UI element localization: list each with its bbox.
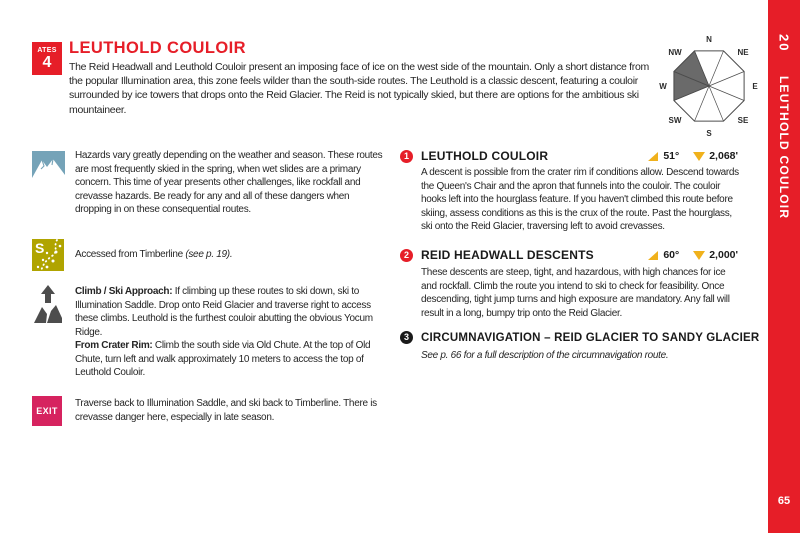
mountain-hazard-icon (32, 151, 65, 178)
climb-approach-label: Climb / Ski Approach: (75, 286, 173, 297)
vertical-drop-icon (693, 151, 705, 162)
ates-label: ATES (37, 47, 57, 54)
route-2-description: These descents are steep, tight, and hazardous, with high chances for ice and rockfall. Climb the route you intend to ski to check for feasibility. Once descending, tight jump turns and high exposure are mandatory. Any fall will result in a long, bumpy trip onto the Reid Glacier. (421, 267, 730, 319)
route-2-header (400, 248, 738, 262)
route-3-title: CIRCUMNAVIGATION – REID GLACIER TO SANDY GLACIER (421, 331, 760, 344)
route-3-number-badge: 3 (400, 331, 413, 344)
route-1-stats (647, 150, 738, 162)
route-1-slope-angle: 51° (663, 150, 680, 162)
ski-access-icon-letter: S (35, 240, 45, 256)
slope-angle-icon (647, 151, 659, 162)
access-text (75, 248, 387, 262)
route-3-note: See p. 66 for a full description of the circumnavigation route. (421, 350, 669, 361)
route-3-header (400, 331, 760, 344)
page-number: 65 (777, 495, 791, 507)
route-1-vertical-drop: 2,068' (709, 150, 738, 162)
crater-rim-body: Climb the south side via Old Chute. At the top of Old Chute, turn left and walk approximately 10 meters to access the top of Leuthold Couloir. (75, 340, 371, 378)
route-2-number-badge: 2 (400, 249, 413, 262)
climb-approach-icon (34, 285, 62, 323)
crater-rim-label: From Crater Rim: (75, 340, 153, 351)
chapter-tab (768, 0, 800, 533)
route-2-title: REID HEADWALL DESCENTS (421, 248, 594, 262)
route-2-stats (647, 249, 738, 261)
chapter-title: LEUTHOLD COULOIR (777, 76, 791, 220)
route-1-title: LEUTHOLD COULOIR (421, 149, 549, 163)
hazards-text: Hazards vary greatly depending on the weather and season. These routes are most frequently skied in the spring, when wet slides are a primary concern. This time of year presents other challenges, like rockfall and crevasse hazards. Be ready for any and all of these dangers when dropping in on these consequential routes. (75, 150, 383, 215)
page-title: LEUTHOLD COULOIR (69, 39, 246, 57)
compass-rose (657, 32, 761, 142)
vertical-drop-icon (693, 250, 705, 261)
intro-paragraph: The Reid Headwall and Leuthold Couloir present an imposing face of ice on the west side of the mountain. Only a short distance from the popular Illumination area, this zone feels wilder than the south-side routes. The Leuthold is a classic descent, featuring a couloir surrounded by ice towers that drops onto the Reid Glacier. The Reid is not typically skied, but there are options for the ambitious ski mountaineer. (69, 61, 649, 116)
route-1-description: A descent is possible from the crater rim if conditions allow. Descend towards the Queen's Chair and the apron that funnels into the couloir. The couloir hooks left into the hourglass feature. If you haven't climbed this route before skiing, assess conditions as this is the crux of the route. Past the hourglass, ski onto the Reid Glacier, traversing left to avoid crevasses. (421, 167, 739, 232)
access-text-main: Accessed from Timberline (75, 249, 186, 260)
route-1-header (400, 149, 738, 163)
compass-label-e: E (752, 82, 758, 91)
exit-icon (32, 396, 62, 426)
route-2-slope-angle: 60° (663, 249, 680, 261)
ates-level: 4 (42, 54, 52, 71)
compass-label-n: N (706, 35, 712, 44)
chapter-number: 20 (776, 34, 792, 53)
compass-label-se: SE (737, 116, 749, 125)
exit-text: Traverse back to Illumination Saddle, and ski back to Timberline. There is crevasse danger here, especially in late season. (75, 398, 377, 423)
climb-approach-text (75, 285, 391, 380)
compass-label-w: W (659, 82, 667, 91)
compass-label-sw: SW (668, 116, 682, 125)
ates-rating-badge (32, 42, 62, 75)
slope-angle-icon (647, 250, 659, 261)
exit-icon-label: EXIT (36, 406, 58, 416)
compass-label-ne: NE (737, 48, 749, 57)
access-see-note: (see p. 19). (185, 249, 233, 260)
climb-approach-body: If climbing up these routes to ski down, ski to Illumination Saddle. Drop onto Reid Glacier and traverse right to access these climbs. Leuthold is the furthest couloir abutting the obvious Yocum Ridge. (75, 286, 373, 338)
compass-label-nw: NW (668, 48, 682, 57)
ski-access-icon (32, 239, 64, 271)
route-2-vertical-drop: 2,000' (709, 249, 738, 261)
route-1-number-badge: 1 (400, 150, 413, 163)
compass-label-s: S (706, 129, 712, 138)
